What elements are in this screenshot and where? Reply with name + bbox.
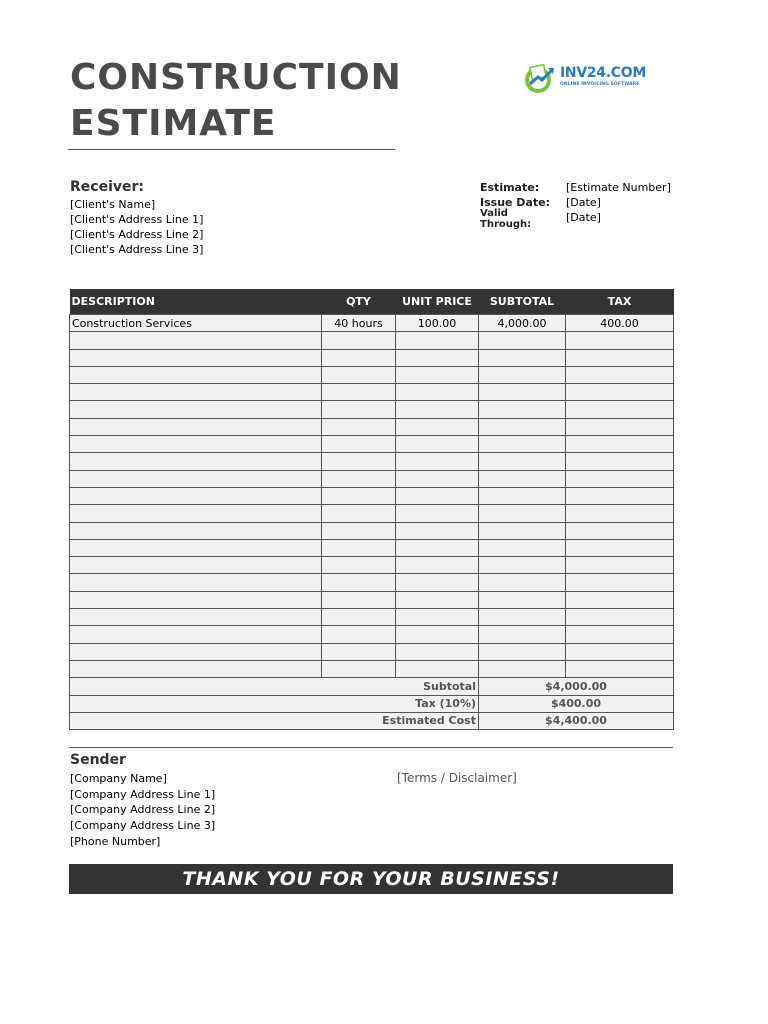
description-cell: Construction Services: [70, 315, 322, 332]
qty-cell: [322, 660, 396, 677]
table-row: [70, 609, 674, 626]
description-cell: [70, 470, 322, 487]
tax-cell: [566, 539, 674, 556]
sender-line: [Company Address Line 2]: [70, 803, 216, 817]
unit-price-cell: [396, 557, 479, 574]
sender-line: [Phone Number]: [70, 834, 161, 848]
tax-cell: [566, 574, 674, 591]
subtotal-cell: [479, 366, 566, 383]
tax-cell: [566, 557, 674, 574]
sender-line: [Company Address Line 3]: [70, 819, 216, 833]
unit-price-cell: [396, 574, 479, 591]
tax-total-row: [70, 695, 674, 712]
estimate-number-label: Estimate:: [480, 181, 540, 194]
description-cell: [70, 643, 322, 660]
unit-price-cell: [396, 522, 479, 539]
subtotal-cell: [479, 557, 566, 574]
description-cell: [70, 453, 322, 470]
qty-cell: [322, 557, 396, 574]
estimated-cost-label: Estimated Cost: [70, 712, 479, 729]
table-row: [70, 487, 674, 504]
table-row: [70, 315, 674, 332]
description-cell: [70, 436, 322, 453]
unit-price-cell: [396, 366, 479, 383]
unit-price-cell: [396, 418, 479, 435]
description-cell: [70, 660, 322, 677]
description-cell: [70, 332, 322, 349]
unit-price-cell: [396, 539, 479, 556]
sender-heading: Sender: [70, 752, 126, 768]
qty-cell: [322, 401, 396, 418]
unit-price-cell: [396, 332, 479, 349]
sender-address: [70, 771, 215, 850]
tax-cell: [566, 626, 674, 643]
tax-total-value: $400.00: [479, 695, 674, 712]
description-cell: [70, 418, 322, 435]
tax-cell: [566, 487, 674, 504]
subtotal-cell: [479, 522, 566, 539]
qty-cell: [322, 574, 396, 591]
receiver-address: [70, 197, 203, 257]
tax-cell: [566, 366, 674, 383]
subtotal-cell: [479, 418, 566, 435]
unit-price-cell: [396, 453, 479, 470]
table-row: [70, 626, 674, 643]
estimate-number-value: [Estimate Number]: [566, 181, 671, 194]
subtotal-cell: [479, 332, 566, 349]
description-cell: [70, 539, 322, 556]
qty-cell: 40 hours: [322, 315, 396, 332]
logo-tagline: ONLINE INVOICING SOFTWARE: [560, 82, 640, 87]
qty-cell: [322, 332, 396, 349]
tax-cell: [566, 609, 674, 626]
subtotal-cell: [479, 626, 566, 643]
subtotal-row: [70, 678, 674, 695]
table-row: [70, 401, 674, 418]
qty-cell: [322, 384, 396, 401]
title-line-1: CONSTRUCTION: [70, 57, 402, 98]
description-cell: [70, 384, 322, 401]
qty-cell: [322, 436, 396, 453]
tax-total-label: Tax (10%): [70, 695, 479, 712]
tax-cell: [566, 332, 674, 349]
qty-cell: [322, 539, 396, 556]
unit-price-cell: [396, 591, 479, 608]
tax-cell: 400.00: [566, 315, 674, 332]
column-header-qty: QTY: [322, 289, 396, 315]
table-row: [70, 539, 674, 556]
unit-price-cell: [396, 609, 479, 626]
qty-cell: [322, 505, 396, 522]
tax-cell: [566, 349, 674, 366]
tax-cell: [566, 505, 674, 522]
unit-price-cell: [396, 626, 479, 643]
subtotal-cell: [479, 401, 566, 418]
column-header-tax: TAX: [566, 289, 674, 315]
document-title: [70, 55, 400, 147]
thank-you-banner: THANK YOU FOR YOUR BUSINESS!: [69, 864, 673, 894]
unit-price-cell: [396, 349, 479, 366]
issue-date-label: Issue Date:: [480, 196, 550, 209]
description-cell: [70, 487, 322, 504]
tax-cell: [566, 384, 674, 401]
table-row: [70, 349, 674, 366]
table-row: [70, 574, 674, 591]
qty-cell: [322, 470, 396, 487]
description-cell: [70, 574, 322, 591]
description-cell: [70, 557, 322, 574]
column-header-subtotal: SUBTOTAL: [479, 289, 566, 315]
qty-cell: [322, 418, 396, 435]
unit-price-cell: [396, 470, 479, 487]
subtotal-cell: [479, 609, 566, 626]
subtotal-cell: [479, 487, 566, 504]
description-cell: [70, 366, 322, 383]
table-row: [70, 384, 674, 401]
receiver-heading: Receiver:: [70, 179, 144, 195]
table-row: [70, 366, 674, 383]
company-logo: [522, 62, 646, 94]
tax-cell: [566, 643, 674, 660]
tax-cell: [566, 418, 674, 435]
sender-divider: [69, 747, 673, 748]
qty-cell: [322, 453, 396, 470]
qty-cell: [322, 591, 396, 608]
column-header-unit-price: UNIT PRICE: [396, 289, 479, 315]
table-row: [70, 505, 674, 522]
table-row: [70, 332, 674, 349]
valid-through-label: Valid Through:: [480, 208, 532, 230]
qty-cell: [322, 626, 396, 643]
tax-cell: [566, 453, 674, 470]
unit-price-cell: [396, 643, 479, 660]
receiver-line: [Client's Name]: [70, 198, 156, 211]
table-row: [70, 591, 674, 608]
unit-price-cell: [396, 384, 479, 401]
subtotal-cell: [479, 643, 566, 660]
table-row: [70, 522, 674, 539]
table-row: [70, 470, 674, 487]
valid-through-value: [Date]: [566, 211, 601, 224]
description-cell: [70, 505, 322, 522]
qty-cell: [322, 487, 396, 504]
subtotal-cell: [479, 436, 566, 453]
description-cell: [70, 626, 322, 643]
table-row: [70, 418, 674, 435]
table-row: [70, 660, 674, 677]
estimated-cost-row: [70, 712, 674, 729]
subtotal-cell: [479, 660, 566, 677]
table-row: [70, 453, 674, 470]
description-cell: [70, 401, 322, 418]
table-row: [70, 643, 674, 660]
sender-line: [Company Address Line 1]: [70, 787, 216, 801]
qty-cell: [322, 643, 396, 660]
subtotal-cell: [479, 591, 566, 608]
sender-line: [Company Name]: [70, 772, 167, 785]
subtotal-cell: [479, 349, 566, 366]
logo-brand: INV24.COM: [560, 65, 646, 81]
receiver-line: [Client's Address Line 1]: [70, 213, 204, 226]
subtotal-cell: [479, 470, 566, 487]
line-items-table: [69, 289, 674, 730]
receiver-line: [Client's Address Line 3]: [70, 243, 204, 256]
tax-cell: [566, 401, 674, 418]
qty-cell: [322, 366, 396, 383]
unit-price-cell: 100.00: [396, 315, 479, 332]
table-row: [70, 436, 674, 453]
subtotal-cell: [479, 384, 566, 401]
terms-disclaimer: [Terms / Disclaimer]: [397, 771, 517, 785]
description-cell: [70, 349, 322, 366]
issue-date-value: [Date]: [566, 196, 601, 209]
subtotal-cell: 4,000.00: [479, 315, 566, 332]
unit-price-cell: [396, 436, 479, 453]
unit-price-cell: [396, 660, 479, 677]
description-cell: [70, 591, 322, 608]
unit-price-cell: [396, 487, 479, 504]
description-cell: [70, 609, 322, 626]
subtotal-cell: [479, 574, 566, 591]
logo-arrow-icon: [522, 62, 558, 94]
receiver-line: [Client's Address Line 2]: [70, 228, 204, 241]
tax-cell: [566, 522, 674, 539]
title-divider: [68, 149, 395, 150]
tax-cell: [566, 436, 674, 453]
description-cell: [70, 522, 322, 539]
table-header-row: [70, 289, 674, 315]
tax-cell: [566, 591, 674, 608]
subtotal-cell: [479, 505, 566, 522]
subtotal-label: Subtotal: [70, 678, 479, 695]
unit-price-cell: [396, 505, 479, 522]
tax-cell: [566, 660, 674, 677]
qty-cell: [322, 522, 396, 539]
qty-cell: [322, 349, 396, 366]
subtotal-cell: [479, 539, 566, 556]
column-header-description: DESCRIPTION: [70, 289, 322, 315]
subtotal-value: $4,000.00: [479, 678, 674, 695]
qty-cell: [322, 609, 396, 626]
subtotal-cell: [479, 453, 566, 470]
estimated-cost-value: $4,400.00: [479, 712, 674, 729]
tax-cell: [566, 470, 674, 487]
unit-price-cell: [396, 401, 479, 418]
title-line-2: ESTIMATE: [70, 103, 277, 144]
table-row: [70, 557, 674, 574]
